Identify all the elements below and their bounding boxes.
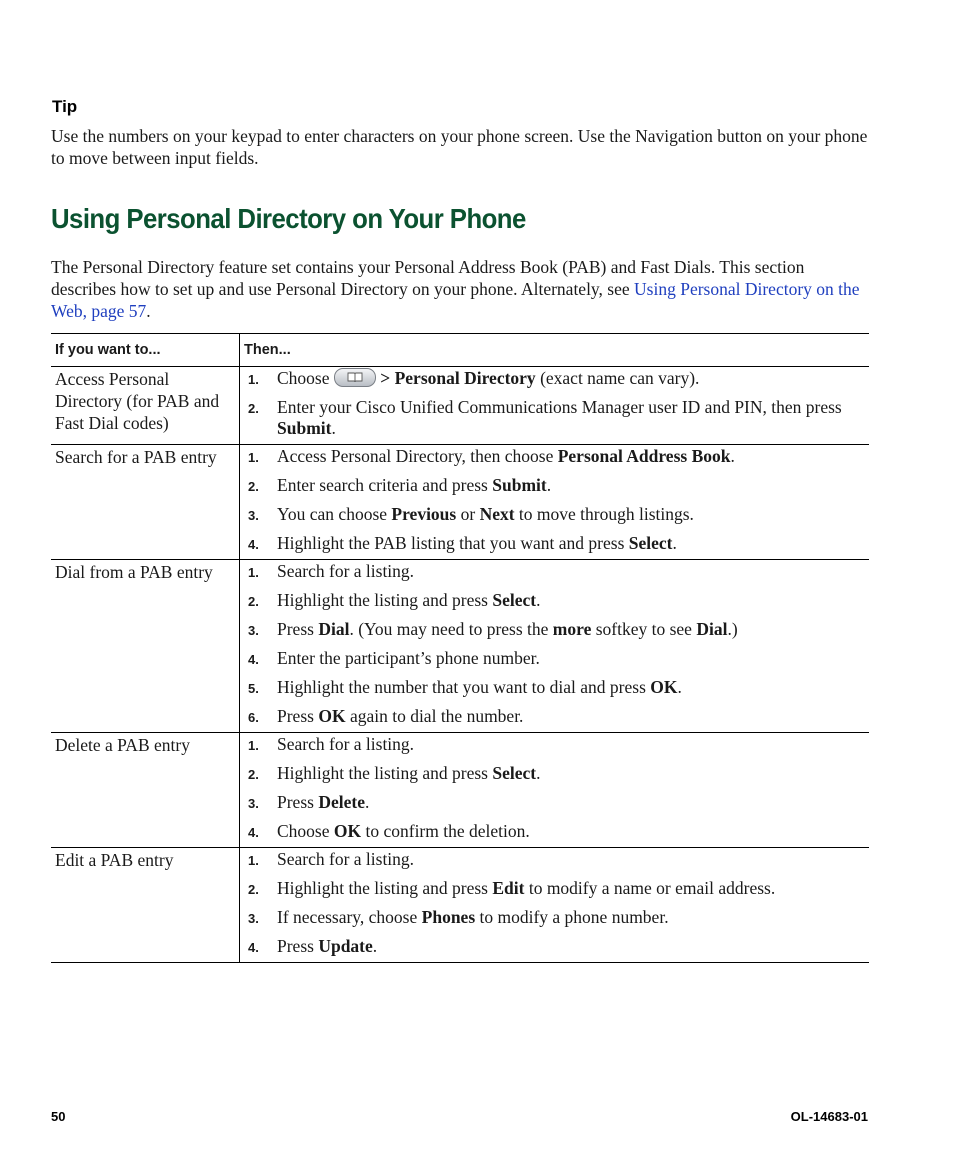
step-keyword: Select: [628, 533, 673, 553]
step-text: Enter the participant’s phone number.: [277, 648, 540, 668]
step-text: .: [677, 677, 682, 697]
step-text: to move through listings.: [514, 504, 694, 524]
task-cell: Dial from a PAB entry: [51, 560, 240, 733]
step-text: Highlight the listing and press: [277, 878, 493, 898]
section-title: Using Personal Directory on Your Phone: [51, 203, 526, 234]
step-number: 1.: [248, 372, 259, 387]
step-item: [248, 397, 869, 439]
steps-cell: [240, 367, 870, 445]
step-keyword: Next: [479, 504, 515, 524]
step-text: .: [536, 763, 541, 783]
step-keyword: > Personal Directory: [375, 368, 536, 388]
step-number: 4.: [248, 537, 259, 552]
step-text: Press: [277, 936, 319, 956]
step-item: [248, 907, 869, 928]
step-number: 2.: [248, 594, 259, 609]
step-item: [248, 878, 869, 899]
header-if-you-want: If you want to...: [51, 334, 240, 367]
step-keyword: Select: [492, 590, 537, 610]
step-item: [248, 561, 869, 582]
step-text: If necessary, choose: [277, 907, 422, 927]
step-number: 2.: [248, 401, 259, 416]
header-then: Then...: [240, 334, 870, 367]
tip-label: Tip: [52, 97, 78, 116]
steps-cell: [240, 560, 870, 733]
step-text: .: [546, 475, 552, 495]
table-row: [51, 560, 869, 733]
steps-list: [248, 849, 869, 957]
step-number: 1.: [248, 853, 259, 868]
step-text: to modify a phone number.: [475, 907, 669, 927]
step-number: 3.: [248, 623, 259, 638]
table-row: [51, 367, 869, 445]
step-text: (exact name can vary).: [535, 368, 700, 388]
step-text: Search for a listing.: [277, 849, 415, 869]
steps-cell: [240, 733, 870, 848]
step-item: [248, 368, 869, 389]
step-number: 4.: [248, 652, 259, 667]
directories-button-icon: [334, 368, 376, 387]
step-text: .: [672, 533, 677, 553]
step-item: [248, 936, 869, 957]
steps-cell: [240, 848, 870, 963]
table-row: [51, 445, 869, 560]
step-keyword: OK: [333, 821, 362, 841]
step-number: 6.: [248, 710, 259, 725]
step-text: to confirm the deletion.: [361, 821, 530, 841]
step-text: Press: [277, 619, 319, 639]
step-number: 1.: [248, 565, 259, 580]
step-text: Enter search criteria and press: [277, 475, 493, 495]
table-header-row: [51, 334, 869, 367]
step-number: 3.: [248, 796, 259, 811]
step-text: .: [364, 792, 370, 812]
step-keyword: Select: [492, 763, 537, 783]
step-keyword: Submit: [277, 418, 332, 438]
step-text: Search for a listing.: [277, 561, 415, 581]
step-keyword: more: [552, 619, 592, 639]
page-number: 50: [51, 1109, 66, 1124]
step-text: or: [456, 504, 480, 524]
step-number: 3.: [248, 911, 259, 926]
step-text: Highlight the listing and press: [277, 590, 493, 610]
task-cell: Access Personal Directory (for PAB and Fast Dial codes): [51, 367, 240, 445]
table-row: [51, 848, 869, 963]
steps-cell: [240, 445, 870, 560]
step-number: 2.: [248, 479, 259, 494]
step-item: [248, 763, 869, 784]
step-text: softkey to see: [591, 619, 697, 639]
step-number: 5.: [248, 681, 259, 696]
steps-list: [248, 734, 869, 842]
table-body: [51, 367, 869, 963]
step-text: again to dial the number.: [345, 706, 524, 726]
tip-text: Use the numbers on your keypad to enter characters on your phone screen. Use the Navigation button on your phone to move between input fields.: [51, 126, 868, 168]
doc-number: OL-14683-01: [790, 1109, 868, 1124]
step-item: [248, 446, 869, 467]
step-text: to modify a name or email address.: [524, 878, 776, 898]
step-item: [248, 792, 869, 813]
intro-end: .: [146, 301, 151, 321]
step-number: 2.: [248, 767, 259, 782]
step-text: You can choose: [277, 504, 392, 524]
step-text: Highlight the PAB listing that you want and press: [277, 533, 629, 553]
step-text: .: [372, 936, 378, 956]
step-text: . (You may need to press the: [349, 619, 553, 639]
step-text: Choose: [277, 368, 334, 388]
step-item: [248, 648, 869, 669]
step-number: 4.: [248, 940, 259, 955]
task-cell: Edit a PAB entry: [51, 848, 240, 963]
step-text: Highlight the number that you want to dial and press: [277, 677, 651, 697]
step-item: [248, 706, 869, 727]
steps-list: [248, 446, 869, 554]
step-item: [248, 475, 869, 496]
web-directory-link[interactable]: Using Personal Directory on the Web, page 57: [51, 279, 860, 321]
step-keyword: Submit: [492, 475, 547, 495]
steps-list: [248, 561, 869, 727]
step-text: .: [536, 590, 541, 610]
step-text: Access Personal Directory, then choose: [277, 446, 558, 466]
step-keyword: Previous: [391, 504, 457, 524]
step-text: .: [331, 418, 336, 438]
step-number: 3.: [248, 508, 259, 523]
step-keyword: Personal Address Book: [557, 446, 731, 466]
step-text: Press: [277, 792, 319, 812]
step-keyword: OK: [650, 677, 678, 697]
step-item: [248, 619, 869, 640]
task-cell: Search for a PAB entry: [51, 445, 240, 560]
step-text: Enter your Cisco Unified Communications Manager user ID and PIN, then press: [277, 397, 842, 417]
intro-paragraph: [51, 256, 861, 322]
step-keyword: Phones: [421, 907, 476, 927]
intro-text: The Personal Directory feature set contains your Personal Address Book (PAB) and Fast Dials. This section describes how to set up and use Personal Directory on your phone. Alternately, see: [51, 257, 805, 299]
step-item: [248, 849, 869, 870]
step-item: [248, 590, 869, 611]
step-item: [248, 504, 869, 525]
step-text: Search for a listing.: [277, 734, 415, 754]
step-number: 1.: [248, 450, 259, 465]
step-keyword: Dial: [696, 619, 728, 639]
step-text: Highlight the listing and press: [277, 763, 493, 783]
step-number: 4.: [248, 825, 259, 840]
step-text: Choose: [277, 821, 334, 841]
step-text: .): [727, 619, 738, 639]
step-keyword: Update: [318, 936, 373, 956]
personal-directory-table: [51, 333, 869, 963]
step-keyword: Dial: [318, 619, 350, 639]
step-text: Press: [277, 706, 319, 726]
step-item: [248, 821, 869, 842]
step-number: 2.: [248, 882, 259, 897]
step-keyword: Edit: [492, 878, 525, 898]
task-cell: Delete a PAB entry: [51, 733, 240, 848]
table-row: [51, 733, 869, 848]
step-keyword: Delete: [318, 792, 365, 812]
step-keyword: OK: [318, 706, 346, 726]
steps-list: [248, 368, 869, 439]
step-item: [248, 734, 869, 755]
step-item: [248, 677, 869, 698]
step-number: 1.: [248, 738, 259, 753]
step-text: .: [730, 446, 735, 466]
step-item: [248, 533, 869, 554]
